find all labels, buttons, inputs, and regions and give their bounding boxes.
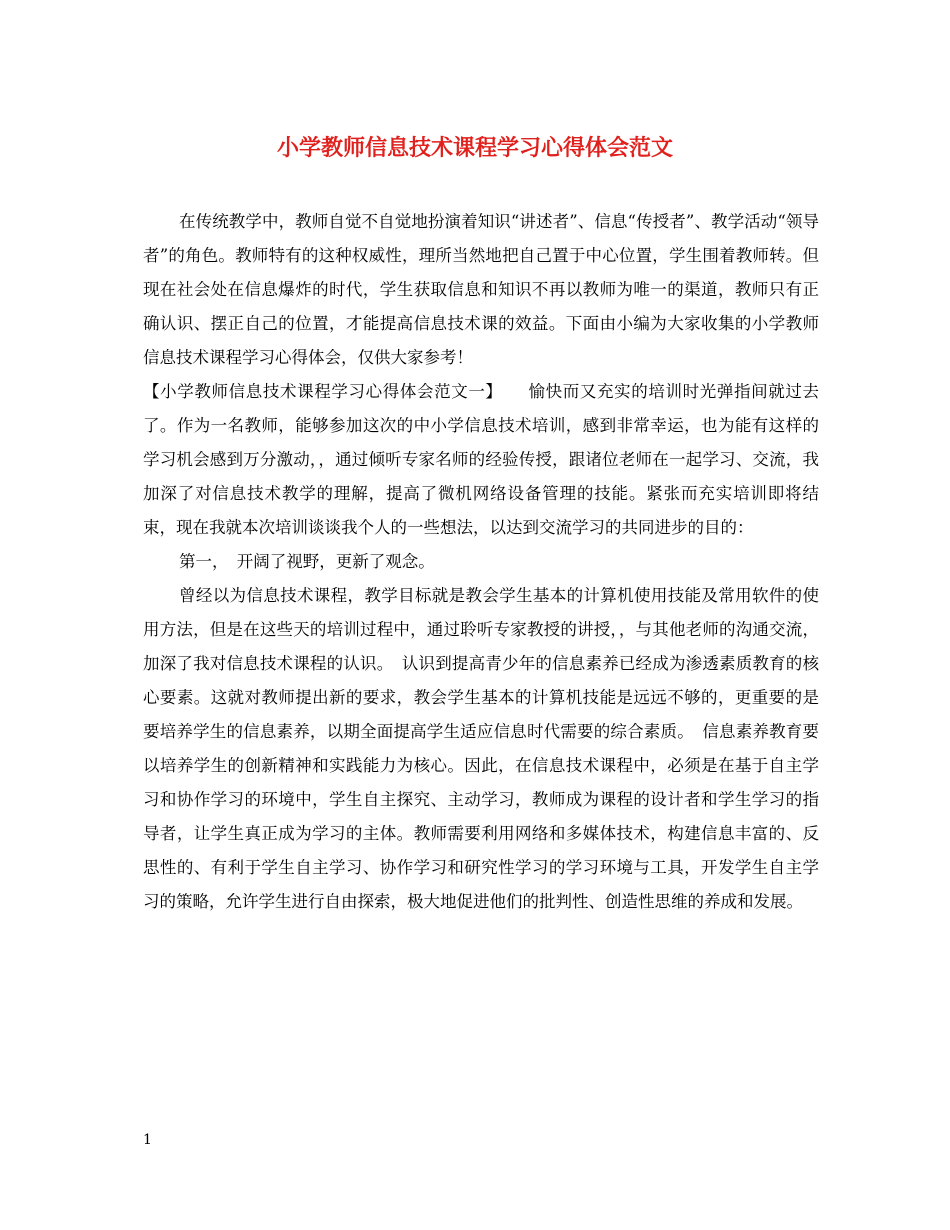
point-one-heading: 第一， 开阔了视野，更新了观念。 bbox=[179, 552, 435, 571]
document-body bbox=[143, 205, 819, 919]
page-number: 1 bbox=[143, 1132, 152, 1148]
section-one-paragraph: 【小学教师信息技术课程学习心得体会范文一】 愉快而又充实的培训时光弹指间就过去了。作为一名教师，能够参加这次的中小学信息技术培训，感到非常幸运，也为能有这样的学习机会感到万分激动，，通过倾听专家名师的经验传授，跟诸位老师在一起学习、交流，我加深了对信息技术教学的理解，提高了微机网络设备管理的技能。紧张而充实培训即将结束，现在我就本次培训谈谈我个人的一些想法，以达到交流学习的共同进步的目的： bbox=[143, 382, 819, 537]
intro-paragraph: 在传统教学中，教师自觉不自觉地扮演着知识“讲述者”、信息“传授者”、教学活动“领导者”的角色。教师特有的这种权威性，理所当然地把自己置于中心位置，学生围着教师转。但现在社会处在信息爆炸的时代，学生获取信息和知识不再以教师为唯一的渠道，教师只有正确认识、摆正自己的位置，才能提高信息技术课的效益。下面由小编为大家收集的小学教师信息技术课程学习心得体会，仅供大家参考！ bbox=[143, 212, 819, 367]
document-title: 小学教师信息技术课程学习心得体会范文 bbox=[276, 135, 673, 161]
point-one-paragraph: 曾经以为信息技术课程，教学目标就是教会学生基本的计算机使用技能及常用软件的使用方法，但是在这些天的培训过程中，通过聆听专家教授的讲授，，与其他老师的沟通交流，加深了我对信息技术课程的认识。 认识到提高青少年的信息素养已经成为渗透素质教育的核心要素。这就对教师提出新的要求，教会学生基本的计算机技能是远远不够的，更重要的是要培养学生的信息素养，以期全面提高学生适应信息时代需要的综合素质。 信息素养教育要以培养学生的创新精神和实践能力为核心。因此，在信息技术课程中，必须是在基于自主学习和协作学习的环境中，学生自主探究、主动学习，教师成为课程的设计者和学生学习的指导者，让学生真正成为学习的主体。教师需要利用网络和多媒体技术，构建信息丰富的、反思性的、有利于学生自主学习、协作学习和研究性学习的学习环境与工具，开发学生自主学习的策略，允许学生进行自由探索，极大地促进他们的批判性、创造性思维的养成和发展。 bbox=[143, 586, 819, 911]
